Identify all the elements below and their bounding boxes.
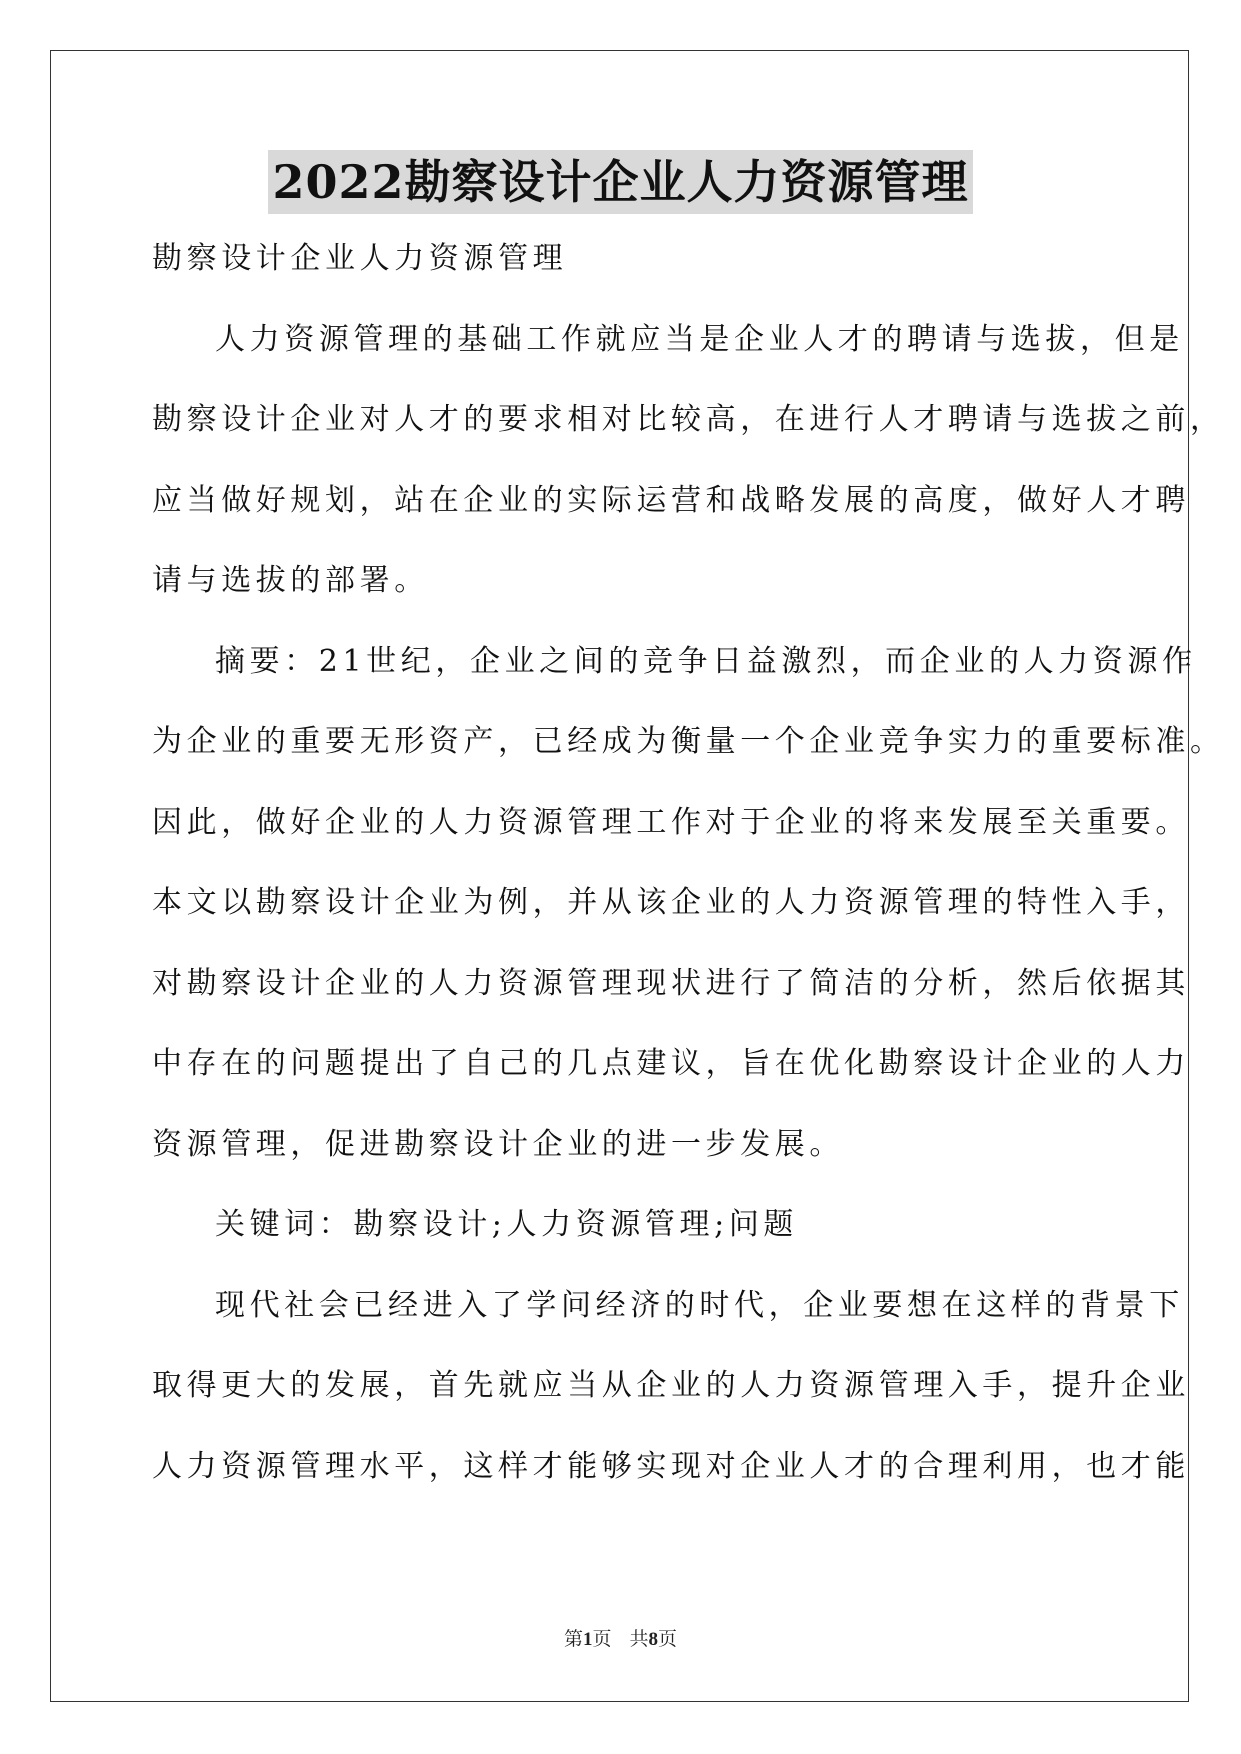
line-text: 中存在的问题提出了自己的几点建议，旨在优化勘察设计企业的人力 — [152, 1046, 1190, 1081]
body-line — [152, 397, 1225, 478]
body-line — [152, 1202, 1092, 1283]
page-prefix: 第 — [563, 1629, 583, 1650]
page-number: 1 — [582, 1629, 593, 1650]
line-text: 本文以勘察设计企业为例，并从该企业的人力资源管理的特性入手， — [152, 885, 1190, 920]
body-line — [152, 719, 1225, 800]
body-line — [152, 880, 1190, 961]
body-line — [152, 1444, 1190, 1525]
body-line — [152, 1122, 1092, 1203]
body-line — [152, 800, 1190, 881]
line-text: 取得更大的发展，首先就应当从企业的人力资源管理入手，提升企业 — [152, 1368, 1190, 1403]
body-line — [152, 478, 1190, 559]
body-line — [152, 961, 1190, 1042]
body-line — [152, 236, 1092, 317]
body-line — [152, 1363, 1190, 1444]
page-suffix: 页 — [592, 1629, 612, 1650]
total-suffix: 页 — [658, 1629, 678, 1650]
line-text: 摘要：21世纪，企业之间的竞争日益激烈，而企业的人力资源作 — [215, 643, 1197, 679]
total-pages: 8 — [648, 1629, 659, 1650]
body-line — [152, 1283, 1184, 1364]
line-text: 勘察设计企业人力资源管理 — [152, 241, 568, 276]
line-text: 对勘察设计企业的人力资源管理现状进行了简洁的分析，然后依据其 — [152, 965, 1190, 1001]
line-text: 应当做好规划，站在企业的实际运营和战略发展的高度，做好人才聘 — [152, 482, 1190, 518]
body-line — [152, 558, 1092, 639]
document-body — [152, 236, 1225, 1524]
document-title: 2022勘察设计企业人力资源管理 — [268, 150, 972, 214]
line-text: 请与选拔的部署。 — [152, 563, 429, 598]
line-text: 资源管理，促进勘察设计企业的进一步发展。 — [152, 1126, 844, 1162]
line-text: 现代社会已经进入了学问经济的时代，企业要想在这样的背景下 — [215, 1287, 1184, 1323]
title-container — [0, 150, 1241, 214]
total-prefix: 共 — [629, 1629, 649, 1650]
body-line — [152, 317, 1184, 398]
page-footer — [0, 1624, 1241, 1651]
body-line — [152, 1041, 1190, 1122]
line-text: 因此，做好企业的人力资源管理工作对于企业的将来发展至关重要。 — [152, 804, 1190, 840]
line-text: 勘察设计企业对人才的要求相对比较高，在进行人才聘请与选拔之前， — [152, 402, 1225, 437]
line-text: 关键词：勘察设计;人力资源管理;问题 — [215, 1207, 799, 1242]
line-text: 人力资源管理的基础工作就应当是企业人才的聘请与选拔，但是 — [215, 321, 1184, 357]
line-text: 人力资源管理水平，这样才能够实现对企业人才的合理利用，也才能 — [152, 1448, 1190, 1484]
line-text: 为企业的重要无形资产，已经成为衡量一个企业竞争实力的重要标准。 — [152, 724, 1225, 759]
body-line — [152, 639, 1197, 720]
